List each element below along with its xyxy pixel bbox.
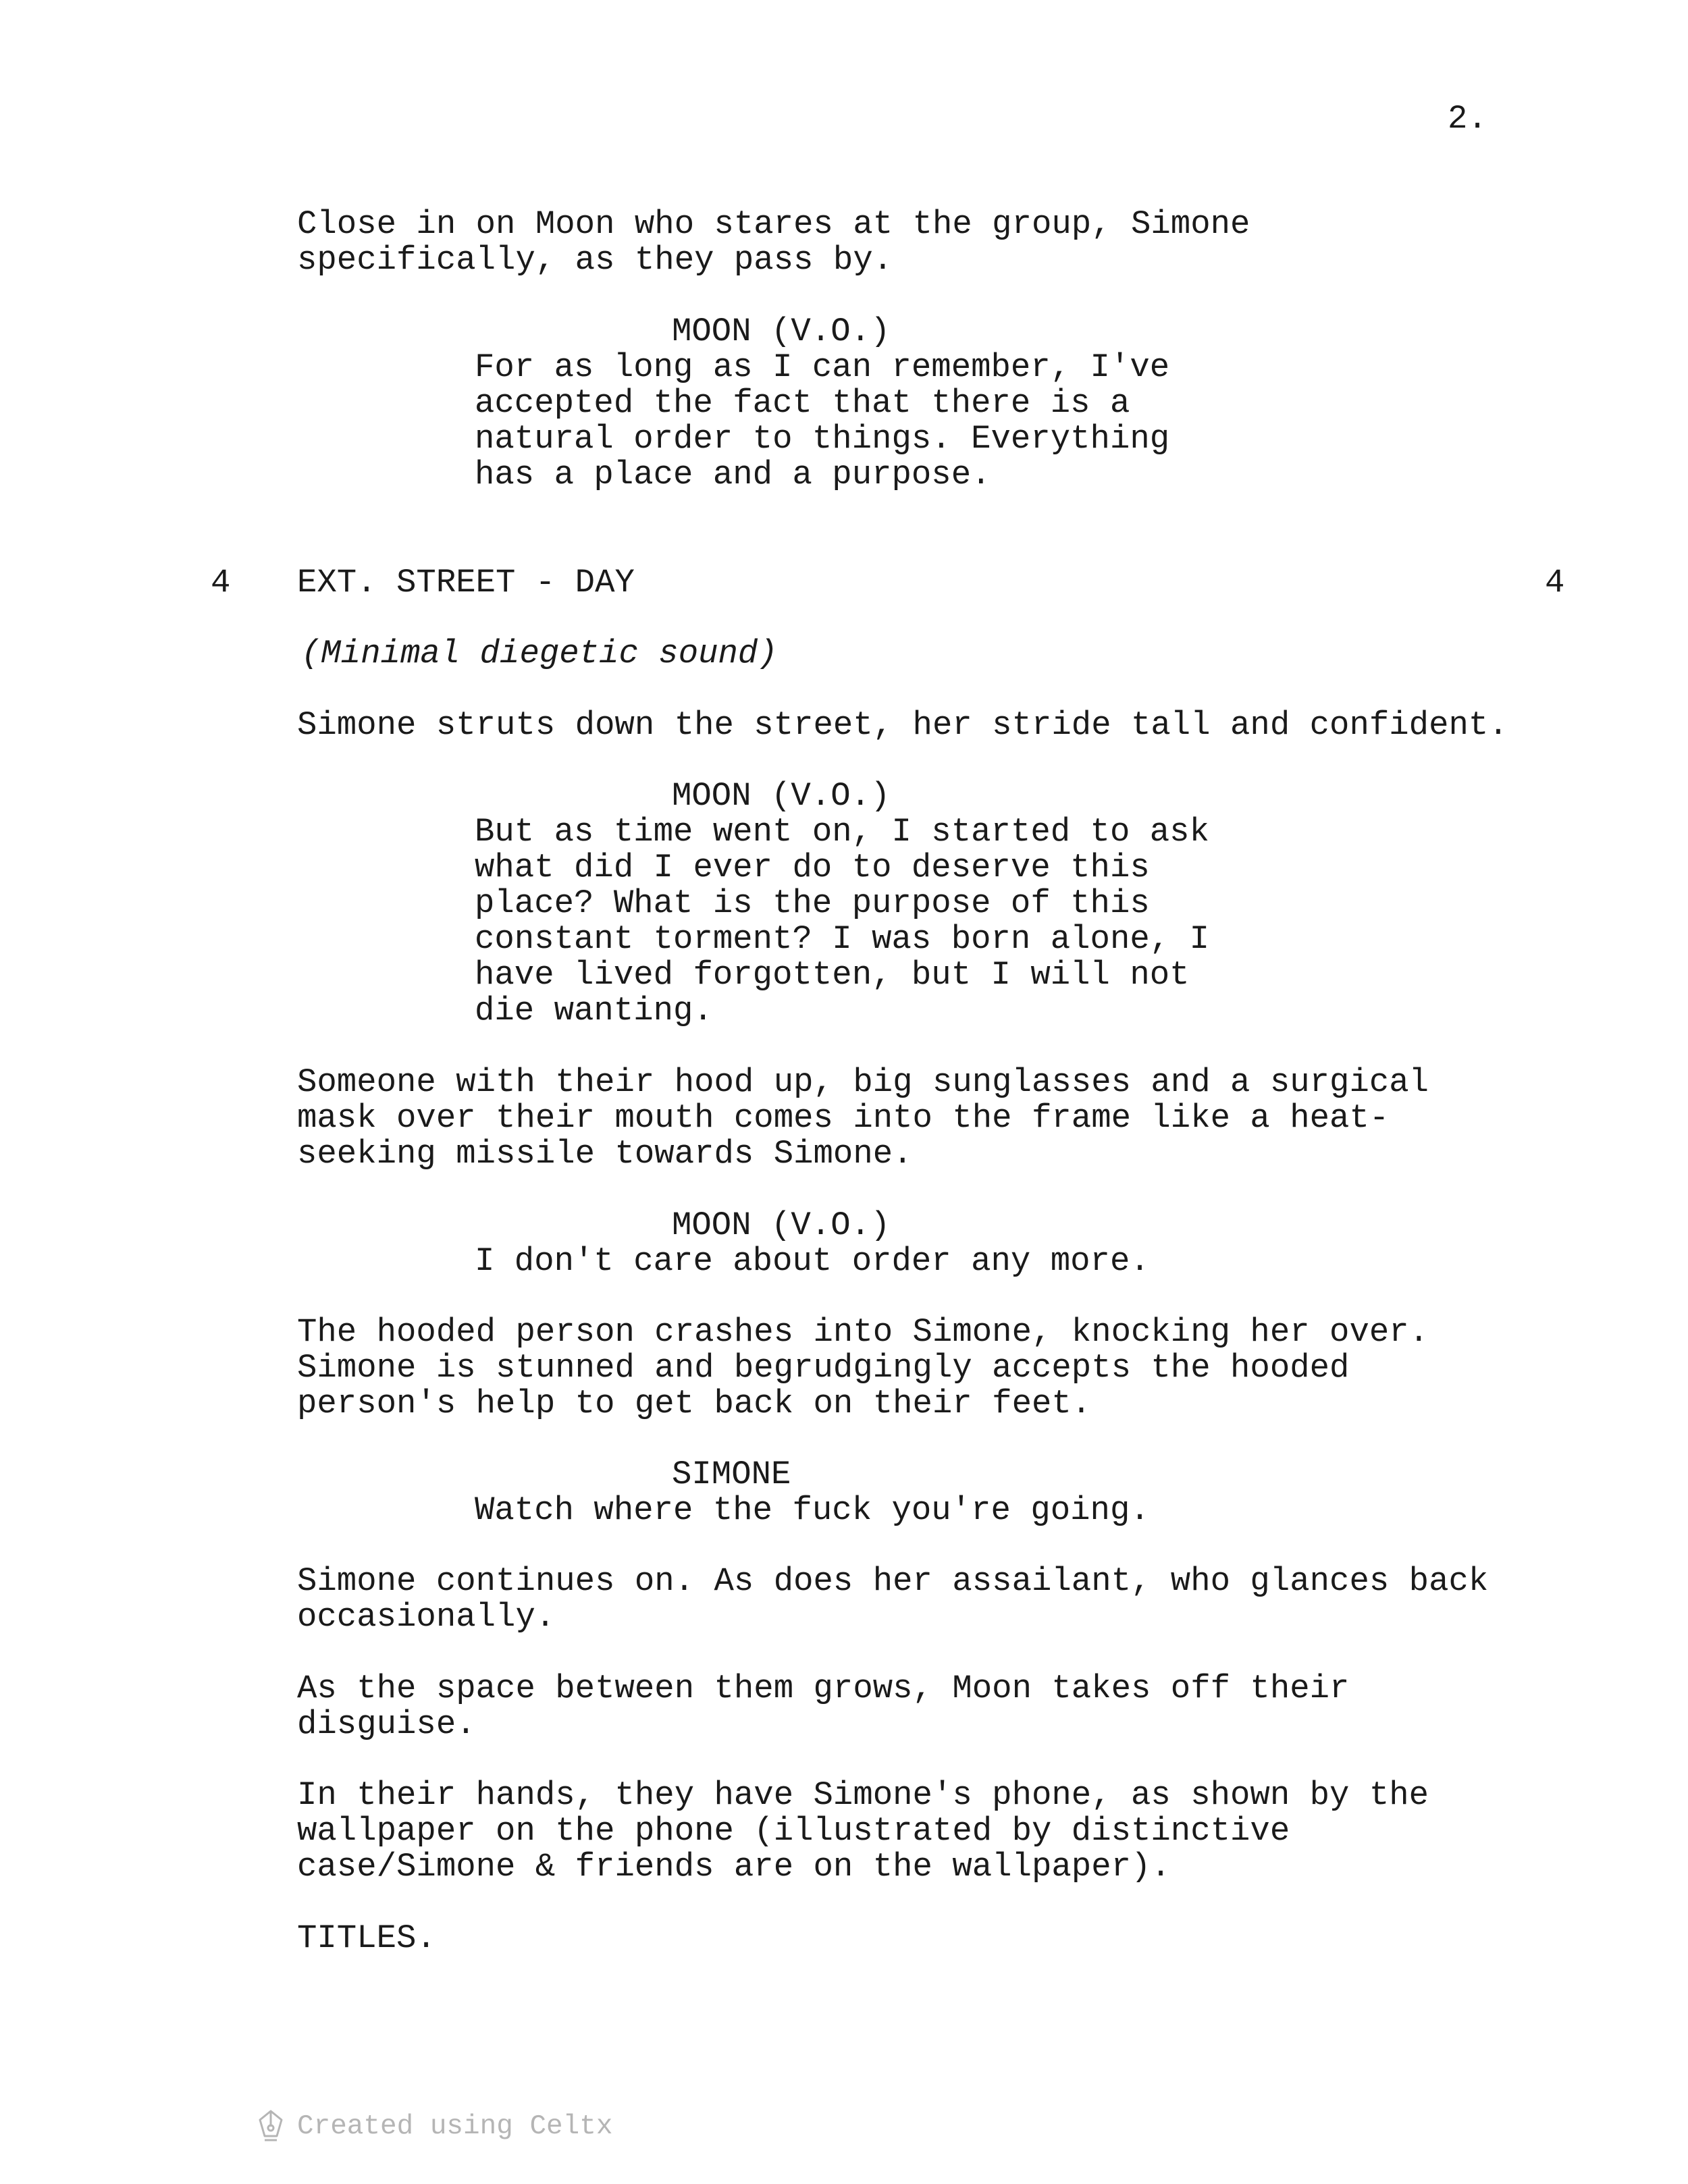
character-name: MOON (V.O.)	[672, 1206, 891, 1244]
action-line: Simone struts down the street, her stride tall and confident.	[297, 706, 1508, 744]
dialogue-line: For as long as I can remember, I've	[475, 348, 1170, 386]
action-line: seeking missile towards Simone.	[297, 1135, 913, 1173]
action-line: mask over their mouth comes into the frame like a heat-	[297, 1099, 1390, 1137]
page-number: 2.	[1448, 100, 1487, 138]
action-line: In their hands, they have Simone's phone, as shown by the	[297, 1776, 1429, 1814]
character-name: MOON (V.O.)	[672, 777, 891, 815]
dialogue-line: natural order to things. Everything	[475, 420, 1170, 458]
dialogue-line: Watch where the fuck you're going.	[475, 1491, 1150, 1529]
dialogue-line: place? What is the purpose of this	[475, 884, 1150, 922]
dialogue-line: I don't care about order any more.	[475, 1242, 1150, 1280]
action-line: Simone is stunned and begrudgingly accepts the hooded	[297, 1349, 1350, 1387]
action-line: As the space between them grows, Moon takes off their	[297, 1670, 1350, 1707]
dialogue-line: But as time went on, I started to ask	[475, 813, 1209, 851]
action-line: Simone continues on. As does her assailant, who glances back	[297, 1562, 1489, 1600]
footer-text: Created using Celtx	[297, 2111, 613, 2142]
character-name: SIMONE	[672, 1456, 791, 1493]
parenthetical: (Minimal diegetic sound)	[301, 635, 778, 672]
dialogue-line: what did I ever do to deserve this	[475, 849, 1150, 886]
scene-number-left: 4	[211, 564, 231, 602]
action-line: person's help to get back on their feet.	[297, 1385, 1092, 1422]
celtx-footer	[257, 2106, 612, 2147]
dialogue-line: constant torment? I was born alone, I	[475, 920, 1209, 958]
dialogue-line: have lived forgotten, but I will not	[475, 956, 1190, 994]
action-line: case/Simone & friends are on the wallpaper).	[297, 1848, 1171, 1886]
action-line: The hooded person crashes into Simone, knocking her over.	[297, 1313, 1429, 1351]
scene-heading-text: EXT. STREET - DAY	[297, 564, 635, 602]
action-line: occasionally.	[297, 1598, 556, 1636]
character-name: MOON (V.O.)	[672, 313, 891, 350]
action-line: wallpaper on the phone (illustrated by distinctive	[297, 1812, 1290, 1850]
action-line: TITLES.	[297, 1919, 436, 1957]
dialogue-line: has a place and a purpose.	[475, 456, 991, 494]
action-line: Someone with their hood up, big sunglasses and a surgical	[297, 1063, 1429, 1101]
pen-nib-icon	[257, 2109, 285, 2144]
action-line: Close in on Moon who stares at the group, Simone	[297, 205, 1250, 243]
dialogue-line: die wanting.	[475, 992, 713, 1030]
dialogue-line: accepted the fact that there is a	[475, 384, 1130, 422]
action-line: specifically, as they pass by.	[297, 241, 893, 279]
scene-number-right: 4	[1545, 564, 1565, 602]
action-line: disguise.	[297, 1705, 476, 1743]
